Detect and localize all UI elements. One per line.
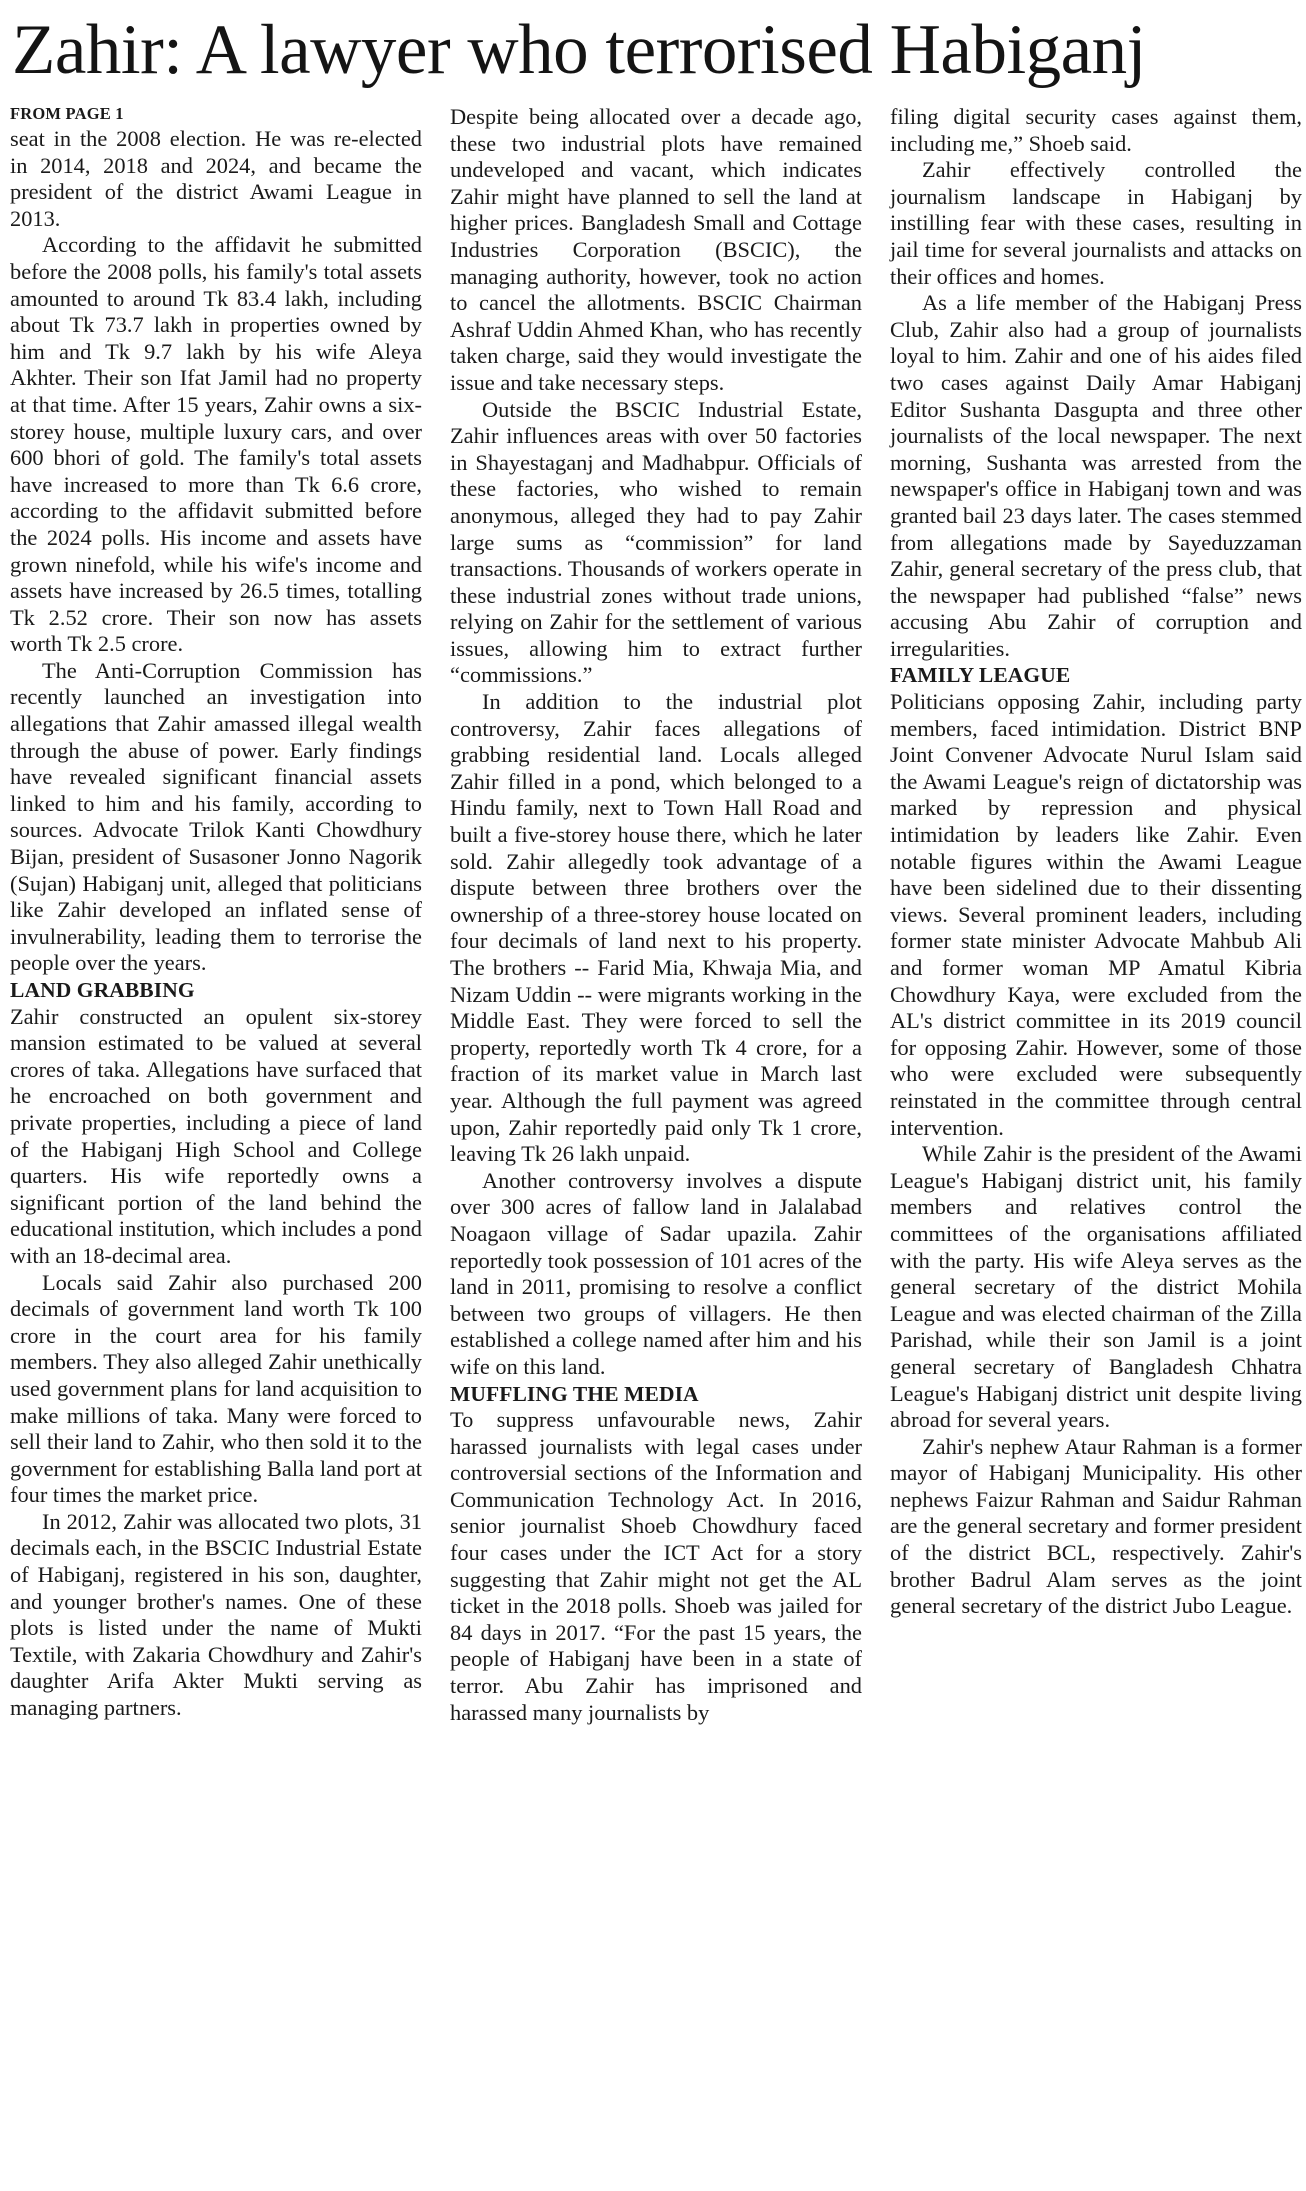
body-paragraph: As a life member of the Habiganj Press Club, Zahir also had a group of journalists loyal to him. Zahir and one of his aides filed two cases against Daily Amar Habiganj Editor Sushanta Dasgupta and three other journalists of the local newspaper. The next morning, Sushanta was arrested from the newspaper's office in Habiganj town and was granted bail 23 days later. The cases stemmed from allegations made by Sayeduzzaman Zahir, general secretary of the press club, that the newspaper had published “false” news accusing Abu Zahir of corruption and irregularities.: [890, 290, 1302, 661]
body-paragraph: seat in the 2008 election. He was re-elected in 2014, 2018 and 2024, and became the president of the district Awami League in 2013.: [10, 126, 422, 231]
body-paragraph: In 2012, Zahir was allocated two plots, 31 decimals each, in the BSCIC Industrial Estate of Habiganj, registered in his son, daughter, and younger brother's names. One of these plots is listed under the name of Mukti Textile, with Zakaria Chowdhury and Zahir's daughter Arifa Akter Mukti serving as managing partners.: [10, 1508, 422, 1721]
section-subhead: MUFFLING THE MEDIA: [450, 1381, 699, 1406]
body-paragraph: Zahir's nephew Ataur Rahman is a former mayor of Habiganj Municipality. His other nephews Faizur Rahman and Saidur Rahman are the general secretary and former president of the district BCL, respectively. Zahir's brother Badrul Alam serves as the joint general secretary of the district Jubo League.: [890, 1433, 1302, 1619]
body-paragraph: Locals said Zahir also purchased 200 decimals of government land worth Tk 100 crore in the court area for his family members. They also alleged Zahir unethically used government plans for land acquisition to make millions of taka. Many were forced to sell their land to Zahir, who then sold it to the government for establishing Balla land port at four times the market price.: [10, 1269, 422, 1508]
body-paragraph: Zahir effectively controlled the journalism landscape in Habiganj by instilling fear with these cases, resulting in jail time for several journalists and attacks on their offices and homes.: [890, 157, 1302, 289]
body-paragraph: The Anti-Corruption Commission has recently launched an investigation into allegations that Zahir amassed illegal wealth through the abuse of power. Early findings have revealed significant financial assets linked to him and his family, according to sources. Advocate Trilok Kanti Chowdhury Bijan, president of Susasoner Jonno Nagorik (Sujan) Habiganj unit, alleged that politicians like Zahir developed an inflated sense of invulnerability, leading them to terrorise the people over the years.: [10, 657, 422, 976]
jump-label: FROM PAGE 1: [10, 104, 124, 123]
body-paragraph: In addition to the industrial plot controversy, Zahir faces allegations of grabbing residential land. Locals alleged Zahir filled in a pond, which belonged to a Hindu family, next to Town Hall Road and built a five-storey house there, which he later sold. Zahir allegedly took advantage of a dispute between three brothers over the ownership of a three-storey house located on four decimals of land next to his property. The brothers -- Farid Mia, Khwaja Mia, and Nizam Uddin -- were migrants working in the Middle East. They were forced to sell the property, reportedly worth Tk 4 crore, for a fraction of its market value in March last year. Although the full payment was agreed upon, Zahir reportedly paid only Tk 1 crore, leaving Tk 26 lakh unpaid.: [450, 689, 862, 1167]
headline: Zahir: A lawyer who terrorised Habiganj: [12, 11, 1146, 89]
section-subhead: LAND GRABBING: [10, 978, 195, 1002]
body-paragraph: To suppress unfavourable news, Zahir harassed journalists with legal cases under controversial sections of the Information and Communication Technology Act. In 2016, senior journalist Shoeb Chowdhury faced four cases under the ICT Act for a story suggesting that Zahir might not get the AL ticket in the 2018 polls. Shoeb was jailed for 84 days in 2017. “For the past 15 years, the people of Habiganj have been in a state of terror. Abu Zahir has imprisoned and harassed many journalists by: [450, 1407, 862, 1725]
body-paragraph: Another controversy involves a dispute over 300 acres of fallow land in Jalalabad Noagaon village of Sadar upazila. Zahir reportedly took possession of 101 acres of the land in 2011, promising to resolve a conflict between two groups of villagers. He then established a college named after him and his wife on this land.: [450, 1167, 862, 1379]
column-3: [890, 104, 1302, 1620]
body-paragraph: Outside the BSCIC Industrial Estate, Zahir influences areas with over 50 factories in Shayestaganj and Madhabpur. Officials of these factories, who wished to remain anonymous, alleged they had to pay Zahir large sums as “commission” for land transactions. Thousands of workers operate in these industrial zones without trade unions, relying on Zahir for the settlement of various issues, allowing him to extract further “commissions.”: [450, 396, 862, 688]
article-body: [10, 104, 1302, 2191]
body-paragraph: Politicians opposing Zahir, including party members, faced intimidation. District BNP Joint Convener Advocate Nurul Islam said the Awami League's reign of dictatorship was marked by repression and physical intimidation by leaders like Zahir. Even notable figures within the Awami League have been sidelined due to their dissenting views. Several prominent leaders, including former state minister Advocate Mahbub Ali and former woman MP Amatul Kibria Chowdhury Kaya, were excluded from the AL's district committee in its 2019 council for opposing Zahir. However, some of those who were excluded were subsequently reinstated in the committee through central intervention.: [890, 689, 1302, 1140]
body-paragraph: filing digital security cases against them, including me,” Shoeb said.: [890, 104, 1302, 156]
column-1: [10, 104, 422, 1722]
column-2: [450, 104, 862, 1726]
body-paragraph: While Zahir is the president of the Awami League's Habiganj district unit, his family members and relatives control the committees of the organisations affiliated with the party. His wife Aleya serves as the general secretary of the district Mohila League and was elected chairman of the Zilla Parishad, while their son Jamil is a joint general secretary of Bangladesh Chhatra League's Habiganj district unit despite living abroad for several years.: [890, 1141, 1302, 1433]
body-paragraph: According to the affidavit he submitted before the 2008 polls, his family's total assets amounted to around Tk 83.4 lakh, including about Tk 73.7 lakh in properties owned by him and Tk 9.7 lakh by his wife Aleya Akhter. Their son Ifat Jamil had no property at that time. After 15 years, Zahir owns a six-storey house, multiple luxury cars, and over 600 bhori of gold. The family's total assets have increased to more than Tk 6.6 crore, according to the affidavit submitted before the 2024 polls. His income and assets have grown ninefold, while his wife's income and assets have increased by 26.5 times, totalling Tk 2.52 crore. Their son now has assets worth Tk 2.5 crore.: [10, 232, 422, 657]
body-paragraph: Zahir constructed an opulent six-storey mansion estimated to be valued at several crores of taka. Allegations have surfaced that he encroached on both government and private properties, including a piece of land of the Habiganj High School and College quarters. His wife reportedly owns a significant portion of the land behind the educational institution, which includes a pond with an 18-decimal area.: [10, 1003, 422, 1268]
body-paragraph: Despite being allocated over a decade ago, these two industrial plots have remained undeveloped and vacant, which indicates Zahir might have planned to sell the land at higher prices. Bangladesh Small and Cottage Industries Corporation (BSCIC), the managing authority, however, took no action to cancel the allotments. BSCIC Chairman Ashraf Uddin Ahmed Khan, who has recently taken charge, said they would investigate the issue and take necessary steps.: [450, 104, 862, 395]
section-subhead: FAMILY LEAGUE: [890, 663, 1071, 688]
